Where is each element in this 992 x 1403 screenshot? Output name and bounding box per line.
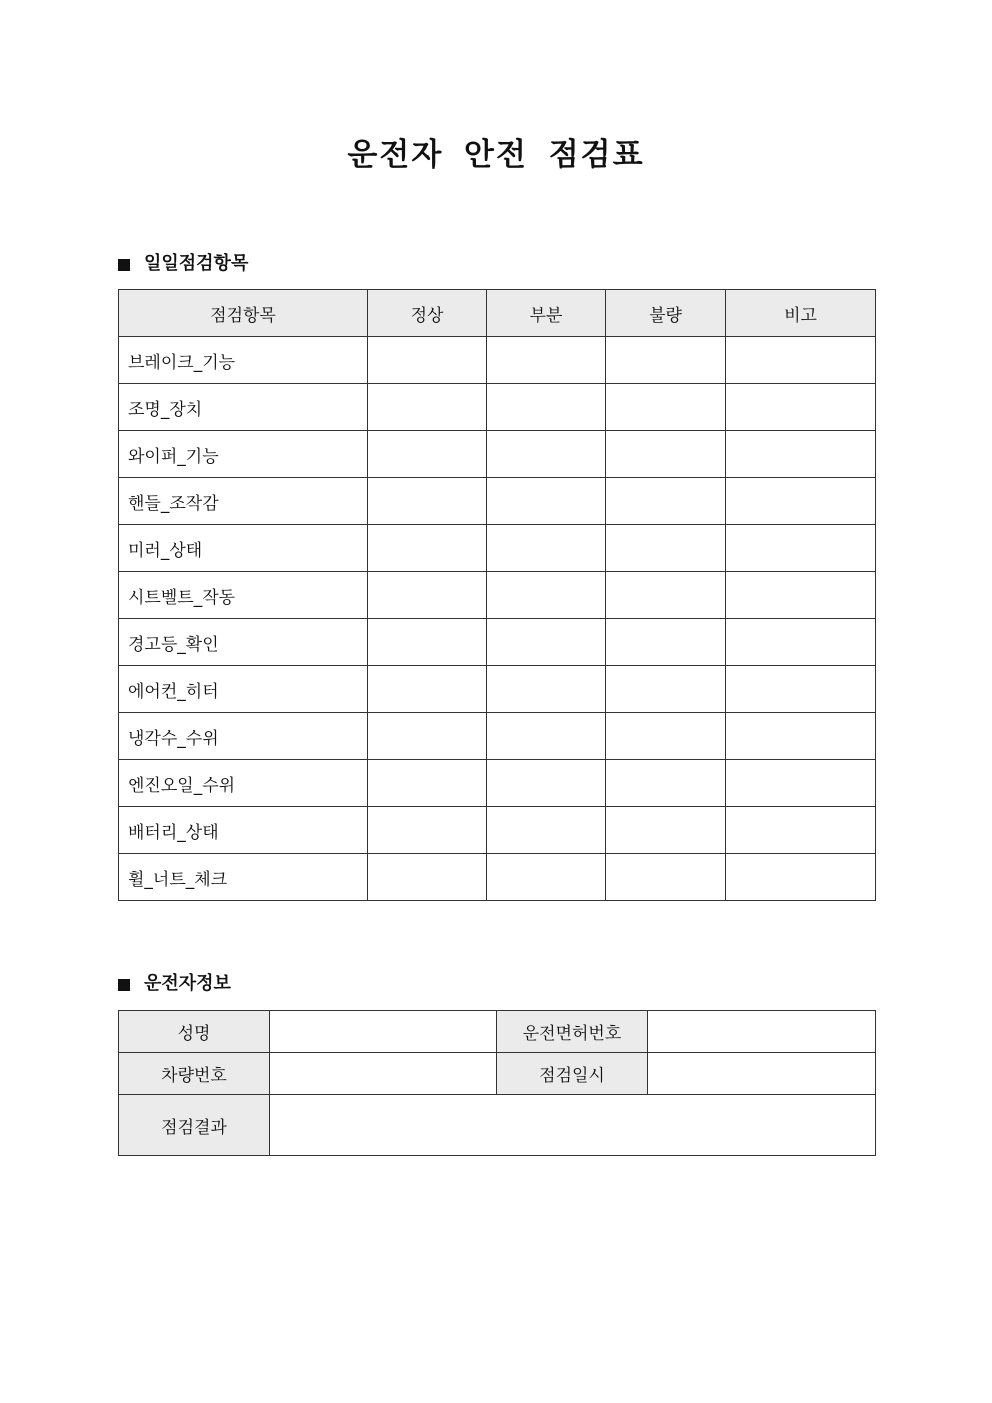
partial-cell[interactable] — [487, 337, 606, 384]
daily-checklist-table — [118, 289, 876, 901]
defective-cell[interactable] — [606, 666, 726, 713]
defective-cell[interactable] — [606, 572, 726, 619]
square-bullet-icon — [118, 259, 130, 271]
check-item-name: 핸들_조작감 — [119, 478, 368, 525]
driver-info-row — [119, 1053, 876, 1095]
remarks-cell[interactable] — [726, 337, 876, 384]
defective-cell[interactable] — [606, 713, 726, 760]
table-row — [119, 384, 876, 431]
name-field[interactable] — [270, 1011, 497, 1053]
check-item-name: 브레이크_기능 — [119, 337, 368, 384]
check-item-name: 휠_너트_체크 — [119, 854, 368, 901]
remarks-cell[interactable] — [726, 478, 876, 525]
page-title: 운전자 안전 점검표 — [347, 137, 645, 173]
check-item-name: 배터리_상태 — [119, 807, 368, 854]
daily-check-heading — [118, 251, 248, 277]
normal-cell[interactable] — [368, 619, 487, 666]
table-row — [119, 854, 876, 901]
normal-cell[interactable] — [368, 854, 487, 901]
vehicle-number-field[interactable] — [270, 1053, 497, 1095]
table-row — [119, 713, 876, 760]
column-header-check-item: 점검항목 — [119, 290, 368, 337]
defective-cell[interactable] — [606, 854, 726, 901]
remarks-cell[interactable] — [726, 760, 876, 807]
normal-cell[interactable] — [368, 807, 487, 854]
table-row — [119, 337, 876, 384]
remarks-cell[interactable] — [726, 666, 876, 713]
check-item-name: 시트벨트_작동 — [119, 572, 368, 619]
license-number-label: 운전면허번호 — [497, 1011, 648, 1053]
table-row — [119, 807, 876, 854]
table-row — [119, 760, 876, 807]
normal-cell[interactable] — [368, 666, 487, 713]
driver-info-heading-label: 운전자정보 — [144, 973, 231, 994]
table-row — [119, 431, 876, 478]
normal-cell[interactable] — [368, 431, 487, 478]
remarks-cell[interactable] — [726, 713, 876, 760]
partial-cell[interactable] — [487, 384, 606, 431]
check-item-name: 조명_장치 — [119, 384, 368, 431]
normal-cell[interactable] — [368, 337, 487, 384]
partial-cell[interactable] — [487, 619, 606, 666]
partial-cell[interactable] — [487, 760, 606, 807]
defective-cell[interactable] — [606, 525, 726, 572]
inspection-result-label: 점검결과 — [119, 1095, 270, 1156]
defective-cell[interactable] — [606, 384, 726, 431]
table-row — [119, 619, 876, 666]
table-row — [119, 525, 876, 572]
partial-cell[interactable] — [487, 854, 606, 901]
defective-cell[interactable] — [606, 431, 726, 478]
table-row — [119, 666, 876, 713]
column-header-normal: 정상 — [368, 290, 487, 337]
defective-cell[interactable] — [606, 619, 726, 666]
checklist-body — [119, 337, 876, 901]
remarks-cell[interactable] — [726, 384, 876, 431]
defective-cell[interactable] — [606, 760, 726, 807]
inspection-datetime-label: 점검일시 — [497, 1053, 648, 1095]
partial-cell[interactable] — [487, 713, 606, 760]
check-item-name: 에어컨_히터 — [119, 666, 368, 713]
driver-info-row — [119, 1011, 876, 1053]
table-row — [119, 572, 876, 619]
table-row — [119, 478, 876, 525]
column-header-partial: 부분 — [487, 290, 606, 337]
normal-cell[interactable] — [368, 525, 487, 572]
check-item-name: 경고등_확인 — [119, 619, 368, 666]
normal-cell[interactable] — [368, 478, 487, 525]
partial-cell[interactable] — [487, 666, 606, 713]
driver-info-heading — [118, 971, 231, 997]
driver-info-row — [119, 1095, 876, 1156]
column-header-remarks: 비고 — [726, 290, 876, 337]
remarks-cell[interactable] — [726, 525, 876, 572]
remarks-cell[interactable] — [726, 572, 876, 619]
partial-cell[interactable] — [487, 431, 606, 478]
inspection-result-field[interactable] — [270, 1095, 876, 1156]
square-bullet-icon — [118, 979, 130, 991]
remarks-cell[interactable] — [726, 431, 876, 478]
column-header-defective: 불량 — [606, 290, 726, 337]
partial-cell[interactable] — [487, 525, 606, 572]
vehicle-number-label: 차량번호 — [119, 1053, 270, 1095]
daily-check-heading-label: 일일점검항목 — [144, 253, 249, 274]
check-item-name: 엔진오일_수위 — [119, 760, 368, 807]
normal-cell[interactable] — [368, 713, 487, 760]
remarks-cell[interactable] — [726, 619, 876, 666]
remarks-cell[interactable] — [726, 854, 876, 901]
partial-cell[interactable] — [487, 807, 606, 854]
normal-cell[interactable] — [368, 572, 487, 619]
partial-cell[interactable] — [487, 478, 606, 525]
remarks-cell[interactable] — [726, 807, 876, 854]
checklist-header-row — [119, 290, 876, 337]
partial-cell[interactable] — [487, 572, 606, 619]
defective-cell[interactable] — [606, 478, 726, 525]
check-item-name: 와이퍼_기능 — [119, 431, 368, 478]
name-label: 성명 — [119, 1011, 270, 1053]
normal-cell[interactable] — [368, 760, 487, 807]
check-item-name: 냉각수_수위 — [119, 713, 368, 760]
check-item-name: 미러_상태 — [119, 525, 368, 572]
defective-cell[interactable] — [606, 807, 726, 854]
license-number-field[interactable] — [648, 1011, 876, 1053]
defective-cell[interactable] — [606, 337, 726, 384]
inspection-datetime-field[interactable] — [648, 1053, 876, 1095]
normal-cell[interactable] — [368, 384, 487, 431]
driver-info-table — [118, 1010, 876, 1156]
